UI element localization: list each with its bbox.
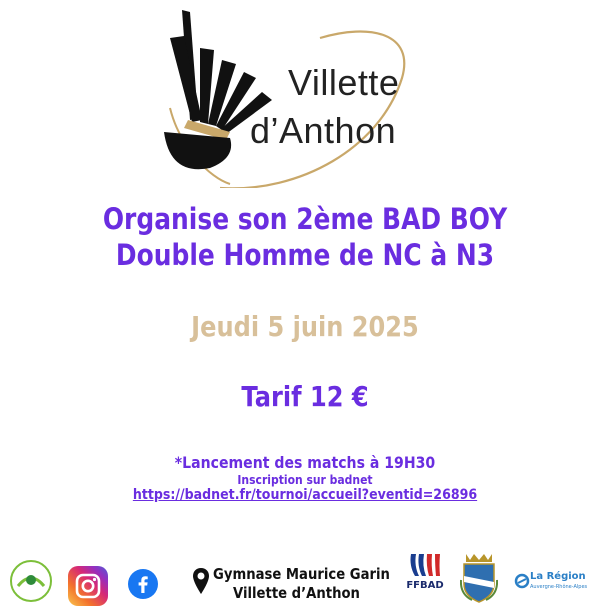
- badnet-logo-icon[interactable]: [10, 560, 52, 602]
- event-headline-line1: Organise son 2ème BAD BOY: [102, 202, 508, 236]
- instagram-icon[interactable]: [68, 566, 108, 606]
- ffbad-logo-icon: [405, 552, 445, 604]
- region-label: La Région: [530, 571, 586, 582]
- ffbad-label: FFBAD: [406, 580, 444, 591]
- event-date: Jeudi 5 juin 2025: [191, 310, 419, 343]
- registration-link[interactable]: https://badnet.fr/tournoi/accueil?eventid=26896: [132, 487, 478, 503]
- start-time-note: *Lancement des matchs à 19H30: [174, 453, 436, 472]
- event-price: Tarif 12 €: [241, 380, 369, 413]
- club-name-line1: Villette: [288, 62, 400, 103]
- club-name-line2: d’Anthon: [250, 110, 397, 151]
- event-headline-line2: Double Homme de NC à N3: [115, 238, 495, 272]
- venue-town: Villette d’Anthon: [233, 584, 360, 602]
- town-crest-icon: [460, 550, 498, 604]
- venue-name: Gymnase Maurice Garin: [213, 565, 390, 583]
- region-sub-label: Auvergne-Rhône-Alpes: [530, 584, 588, 590]
- facebook-icon[interactable]: [128, 569, 158, 599]
- registration-note: Inscription sur badnet: [237, 473, 373, 487]
- location-pin-icon: [192, 567, 210, 595]
